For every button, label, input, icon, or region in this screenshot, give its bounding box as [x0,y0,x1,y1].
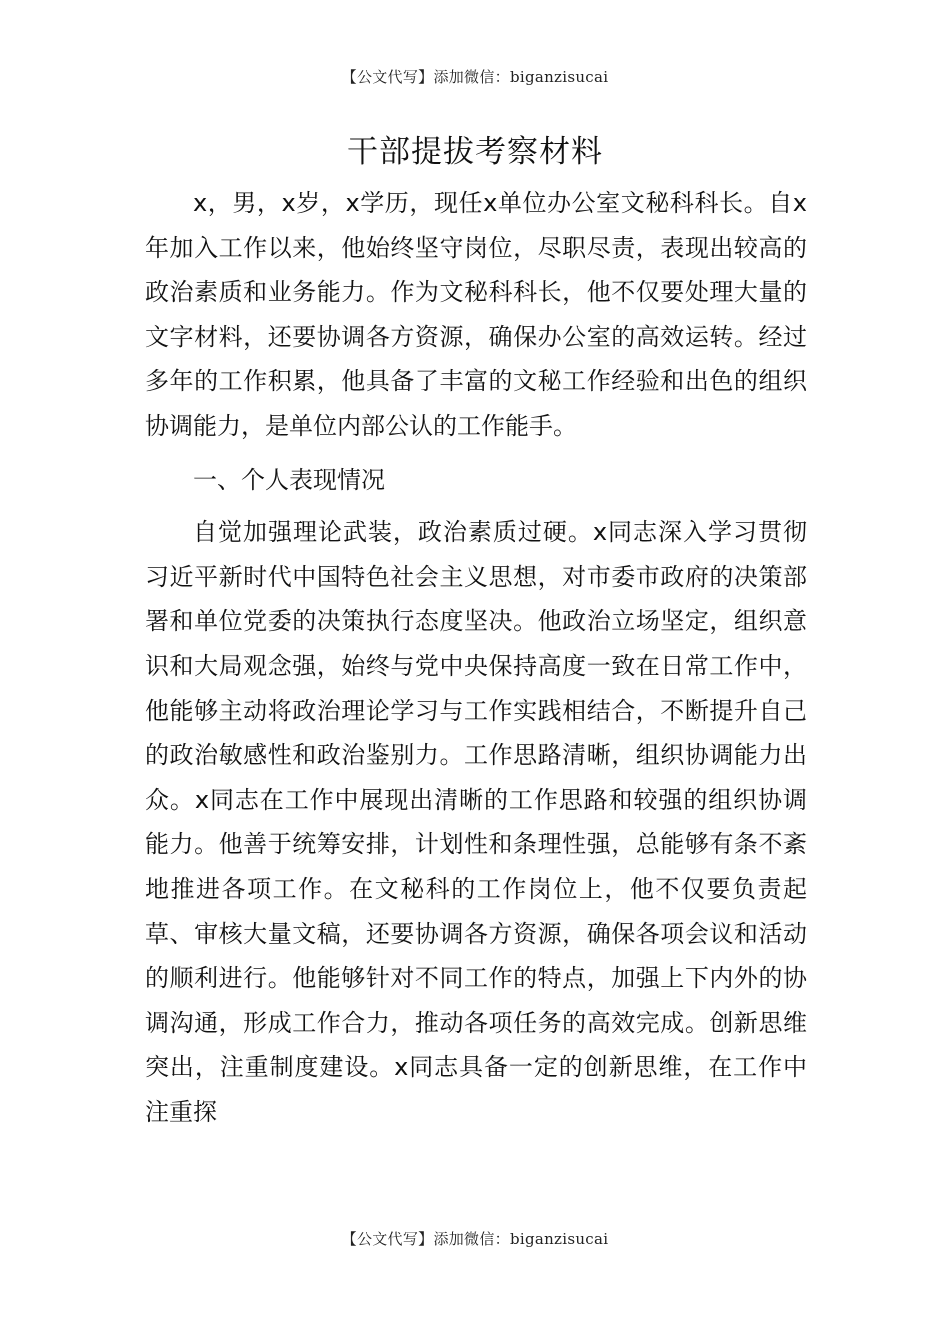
document-title: 干部提拔考察材料 [347,134,603,170]
performance-paragraph: 自觉加强理论武装，政治素质过硬。x同志深入学习贯彻习近平新时代中国特色社会主义思想，对市委市政府的决策部署和单位党委的决策执行态度坚决。他政治立场坚定，组织意识和大局观念强，始终与党中央保持高度一致在日常工作中，他能够主动将政治理论学习与工作实践相结合，不断提升自己的政治敏感性和政治鉴别力。工作思路清晰，组织协调能力出众。x同志在工作中展现出清晰的工作思路和较强的组织协调能力。他善于统筹安排，计划性和条理性强，总能够有条不紊地推进各项工作。在文秘科的工作岗位上，他不仅要负责起草、审核大量文稿，还要协调各方资源，确保各项会议和活动的顺利进行。他能够针对不同工作的特点，加强上下内外的协调沟通，形成工作合力，推动各项任务的高效完成。创新思维突出，注重制度建设。x同志具备一定的创新思维，在工作中注重探 [145,518,807,1126]
footer-watermark-note: 【公文代写】添加微信：biganzisucai [341,1230,609,1248]
intro-paragraph: x，男，x岁，x学历，现任x单位办公室文秘科科长。自x年加入工作以来，他始终坚守岗位，尽职尽责，表现出较高的政治素质和业务能力。作为文秘科科长，他不仅要处理大量的文字材料，还要协调各方资源，确保办公室的高效运转。经过多年的工作积累，他具备了丰富的文秘工作经验和出色的组织协调能力，是单位内部公认的工作能手。 [145,189,807,440]
section-heading: 一、个人表现情况 [193,465,385,494]
header-watermark-note: 【公文代写】添加微信：biganzisucai [341,68,609,86]
document-body [145,181,807,1134]
